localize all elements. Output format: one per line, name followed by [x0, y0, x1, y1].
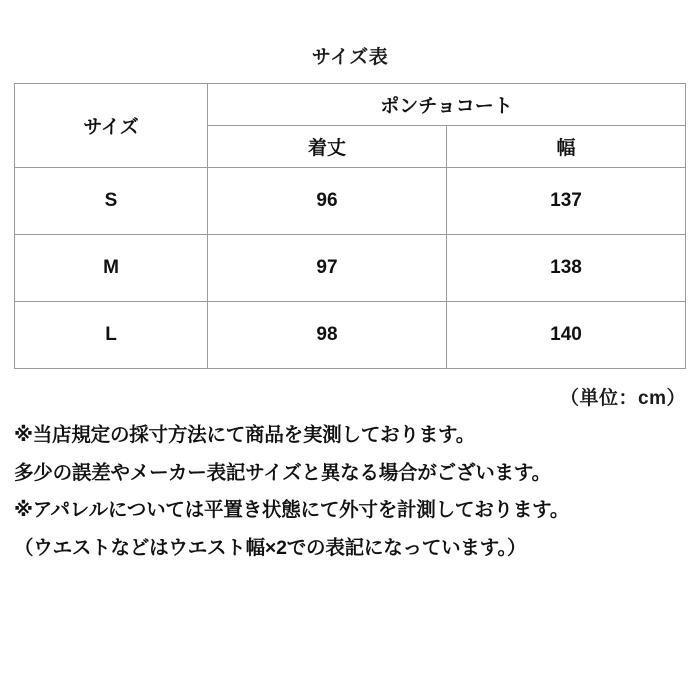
- table-body: [15, 168, 686, 369]
- note-line-1: ※当店規定の採寸方法にて商品を実測しております。: [14, 424, 476, 446]
- cell-s-length: 96: [208, 168, 447, 235]
- page-title: サイズ表: [311, 47, 389, 68]
- note-line-4: （ウエストなどはウエスト幅×2での表記になっています。）: [14, 536, 527, 559]
- table-header-row-1: [15, 84, 686, 126]
- note-line-3: ※アパレルについては平置き状態にて外寸を計測しております。: [14, 499, 570, 522]
- table-row: [15, 302, 686, 369]
- table-header: [15, 84, 686, 168]
- table-row: [15, 235, 686, 302]
- row-label-s: S: [15, 168, 208, 235]
- column-header-length: 着丈: [208, 126, 447, 168]
- cell-m-length: 97: [208, 235, 447, 302]
- unit-note: （単位：cm）: [560, 388, 686, 409]
- cell-l-width: 140: [447, 302, 686, 369]
- cell-s-width: 137: [447, 168, 686, 235]
- row-label-m: M: [15, 235, 208, 302]
- cell-l-length: 98: [208, 302, 447, 369]
- column-header-width: 幅: [447, 126, 686, 168]
- row-label-l: L: [15, 302, 208, 369]
- note-line-2: 多少の誤差やメーカー表記サイズと異なる場合がございます。: [14, 461, 551, 484]
- column-group-header-product: ポンチョコート: [208, 84, 686, 126]
- size-table: [14, 83, 686, 369]
- table-row: [15, 168, 686, 235]
- cell-m-width: 138: [447, 235, 686, 302]
- column-header-size: サイズ: [15, 84, 208, 168]
- notes-section: [14, 410, 686, 564]
